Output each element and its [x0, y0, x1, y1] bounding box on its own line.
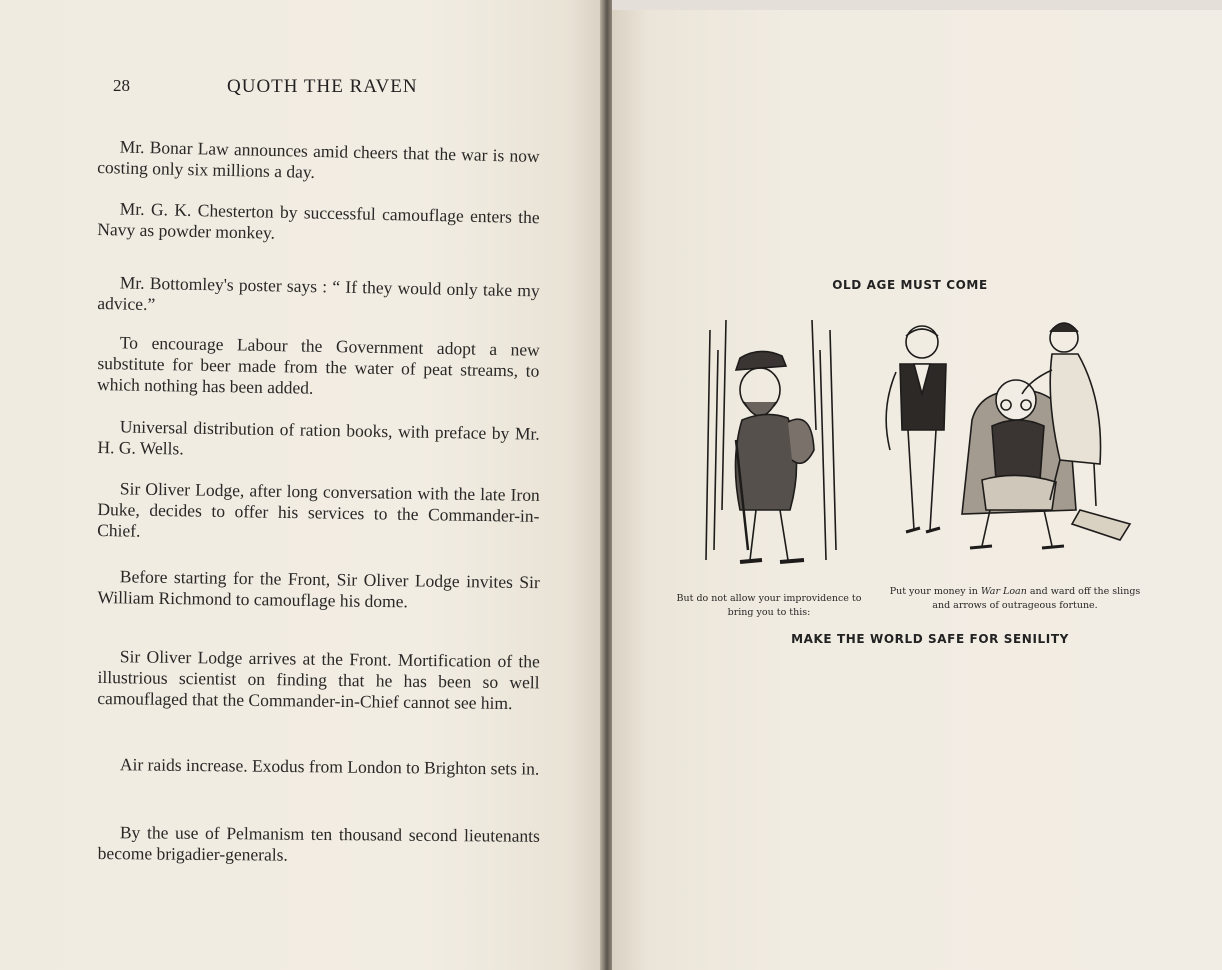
entry-paragraph: Mr. Bonar Law announces amid cheers that the war is now costing only six millions a day. — [97, 135, 540, 182]
entry-paragraph: Sir Oliver Lodge arrives at the Front. Mortification of the illustrious scientist on finding that he has been so well camouflaged that the Commander-in-Chief cannot see him. — [97, 645, 540, 713]
left-page — [0, 0, 604, 970]
cartoon-block — [670, 270, 1160, 660]
entry-paragraph: Before starting for the Front, Sir Oliver Lodge invites Sir William Richmond to camouflage his dome. — [97, 565, 540, 611]
page-number: 28 — [113, 76, 130, 95]
caption-right — [880, 585, 1150, 613]
caption-right-text-start: Put your money in — [889, 586, 981, 597]
entry-paragraph: Mr. Bottomley's poster says : “ If they would only take my advice.” — [97, 271, 540, 314]
entry-paragraph: To encourage Labour the Government adopt a new substitute for beer made from the water of peat streams, to which nothing has been added. — [96, 331, 540, 398]
caption-right-text-end: and ward off the slings and arrows of outrageous fortune. — [932, 586, 1141, 611]
old-beggar-figure — [706, 320, 836, 562]
family-group-figure — [886, 323, 1130, 548]
cartoon-illustration — [700, 310, 1140, 580]
caption-left: But do not allow your improvidence to bring you to this: — [676, 593, 862, 618]
entry-paragraph: By the use of Pelmanism ten thousand second lieutenants become brigadier-generals. — [97, 821, 540, 865]
cartoon-title: OLD AGE MUST COME — [832, 278, 988, 292]
running-title: QUOTH THE RAVEN — [227, 76, 418, 97]
entry-paragraph: Sir Oliver Lodge, after long conversation with the late Iron Duke, decides to offer his services to the Commander-in-Chief. — [97, 477, 540, 541]
entry-paragraph: Air raids increase. Exodus from London to Brighton sets in. — [119, 753, 540, 779]
cartoon-footer: MAKE THE WORLD SAFE FOR SENILITY — [791, 632, 1069, 646]
caption-right-emphasis: War Loan — [980, 586, 1027, 597]
entry-paragraph: Mr. G. K. Chesterton by successful camouflage enters the Navy as powder monkey. — [97, 197, 540, 243]
entry-paragraph: Universal distribution of ration books, with preface by Mr. H. G. Wells. — [97, 415, 540, 458]
scan-edge — [612, 0, 1222, 10]
